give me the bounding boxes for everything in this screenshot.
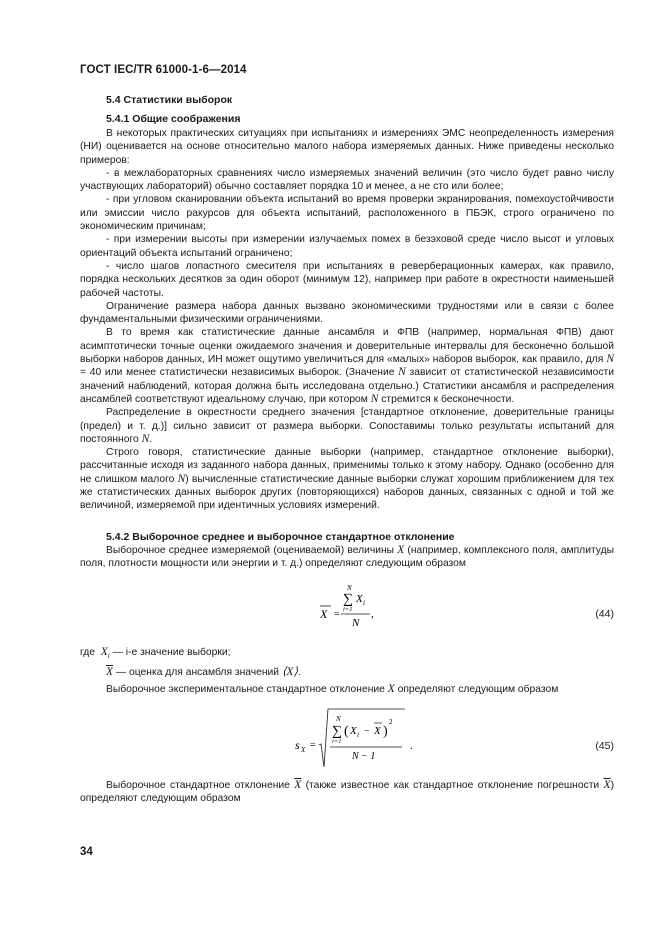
eq45-xbar: X (374, 725, 381, 737)
eq44-sum-top: N (347, 584, 352, 592)
eq44-sum-bottom: i=1 (343, 606, 353, 613)
eq44-sum-sign: ∑ (343, 592, 353, 607)
standard-header: ГОСТ IEC/TR 61000-1-6—2014 (80, 64, 247, 76)
eq45-term: X (350, 725, 357, 737)
paragraph: Ограничение размера набора данных вызвано экономическими трудностями или в связи с более фундаментальными физическими ограничениями. (80, 300, 614, 326)
bullet-item: - при измерении высоты при измерении излучаемых помех в безэховой среде число высот и угловых ориентаций объекта испытаний ограничено; (80, 234, 614, 259)
eq45-lhs: s (295, 738, 300, 752)
equation-45 (290, 705, 440, 777)
bullet-item: - число шагов лопастного смесителя при испытаниях в реверберационных камерах, как правило, порядка нескольких десятков за один оборот (минимум 12), например при работе в окрестности наименьшей рабочей частоты. (80, 260, 614, 299)
section-general-body (80, 127, 614, 513)
page-number: 34 (80, 846, 93, 858)
section-title: 5.4 Статистики выборок (106, 94, 233, 106)
paragraph-std-dev-intro: Выборочное экспериментальное стандартное отклонение X определяют следующим образом (106, 683, 559, 695)
eq44-term: X (356, 593, 363, 605)
eq45-paren-close: ) (383, 724, 388, 739)
eq45-period: . (410, 740, 413, 752)
subsection-title-general: 5.4.1 Общие соображения (106, 113, 241, 125)
eq44-term-sub: i (363, 599, 365, 607)
eq44-comma: , (371, 608, 374, 620)
eq45-minus: − (364, 726, 370, 737)
paragraph: Распределение в окрестности среднего значения [стандартное отклонение, доверительные границы (предел) и т. д.)] сильно зависит от размера выборки. Сопоставимы только результаты испытаний для постоянного N. (80, 407, 614, 445)
eq44-lhs: X (320, 607, 328, 621)
paragraph: Выборочное среднее измеряемой (оцениваемой) величины X (например, комплексного поля, амплитуды поля, плотности мощности или энергии и т. д.) определяют следующим образом (80, 544, 614, 570)
paragraph: Строго говоря, статистические данные выборки (например, стандартное отклонение выборки), рассчитанные исходя из заданного набора данных, применимы только к этому набору. Однако (особенно для не слишком малого N) вычисленные статистические данные выборки служат хорошим приближением для тех же статистических данных выборок других (повторяющихся) наборов данных, связанных с одной и той же величиной, измеряемой при идентичных условиях измерений. (80, 447, 614, 512)
eq45-sum-sign: ∑ (332, 724, 342, 739)
where-line-2: $\overline{X}$ — оценка для ансамбля значений ⟨X⟩. (106, 666, 301, 678)
bullet-item: - в межлабораторных сравнениях число измеряемых значений величин (это число будет равно числу участвующих лабораторий) обычно составляет порядка 10 и менее, а не сто или более; (80, 167, 614, 193)
eq45-sum-bottom: i=1 (332, 738, 342, 745)
eq45-power: 2 (389, 718, 393, 726)
paragraph: В некоторых практических ситуациях при испытаниях и измерениях ЭМС неопределенность измерения (НИ) оценивается на основе относительно малого набора измеряемых данных. Ниже приведены несколько примеров: (80, 128, 614, 166)
eq45-sum-top: N (336, 715, 341, 723)
equation-number-45: (45) (595, 740, 614, 752)
eq45-equals: = (310, 740, 316, 751)
eq44-den: N (352, 617, 360, 629)
eq45-den: N − 1 (352, 751, 376, 762)
equation-number-44: (44) (595, 608, 614, 620)
subsection-title-sample-mean: 5.4.2 Выборочное среднее и выборочное стандартное отклонение (106, 531, 455, 543)
eq45-lhs-sub: X (301, 746, 306, 754)
paragraph: В то время как статистические данные ансамбля и ФПВ (например, нормальная ФПВ) дают асимптотически точные оценки ожидаемого значения и доверительные интервалы для бесконечно большой выборки наборов данных, ИН может ощутимо увеличиться для «малых» наборов выборок, как правило, для N = 40 или менее статистически независимых выборок. (Значение N зависит от статистической независимости значений наблюдений, которая должна быть исследована отдельно.) Статистики ансамбля и распределения ансамблей соответствуют идеальному случаю, при котором N стремится к бесконечности. (80, 327, 615, 405)
eq44-equals: = (334, 609, 340, 620)
equation-44 (300, 580, 420, 632)
section-sample-mean-body (80, 544, 614, 571)
eq45-term-sub: i (357, 731, 359, 739)
paragraph-std-error-intro: Выборочное стандартное отклонение $\overline{X}$ (также известное как стандартное отклонение погрешности $\overline{X}$) определяют следующим образом (80, 779, 614, 805)
where-line-1: где $X_i$ — i-е значение выборки; (80, 646, 231, 661)
bullet-item: - при угловом сканировании объекта испытаний во время проверки экранирования, помехоустойчивости или эмиссии число ракурсов для объекта испытаний, расположенного в ПБЭК, строго ограничено по экономическим причинам; (80, 194, 614, 233)
eq45-paren-open: ( (344, 724, 349, 739)
